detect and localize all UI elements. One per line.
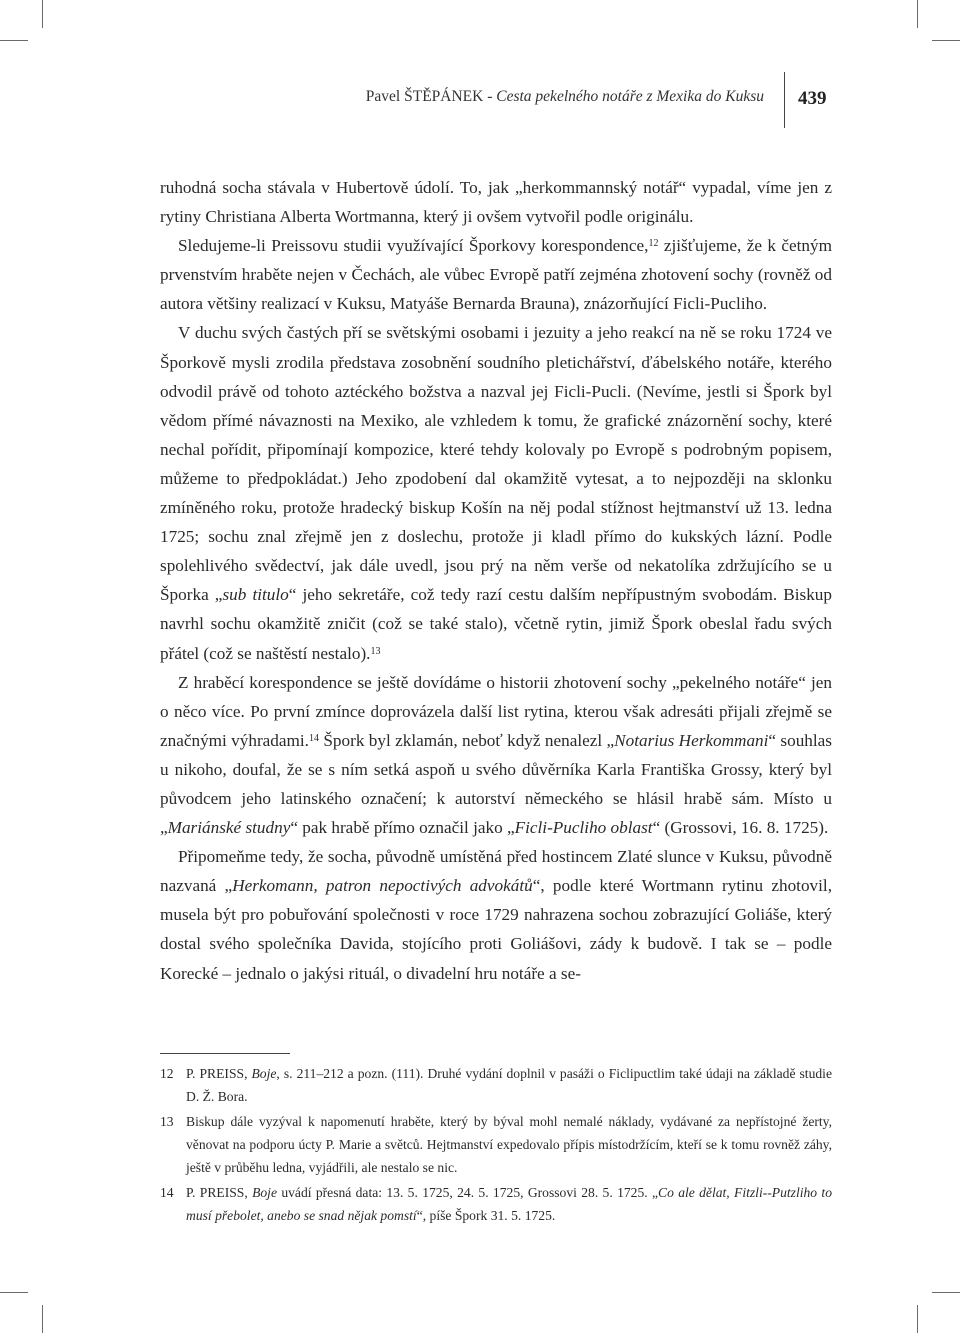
crop-mark-top-left-h xyxy=(0,40,28,41)
paragraph-1: ruhodná socha stávala v Hubertově údolí. To, jak „herkommannský notář“ vypadal, víme jen z rytiny Christiana Alberta Wortmanna, který ji ovšem vytvořil podle originálu. xyxy=(160,178,832,227)
footnote-text: P. PREISS, Boje uvádí přesná data: 13. 5. 1725, 24. 5. 1725, Grossovi 28. 5. 1725. „Co ale dělat, Fitzli--Putzliho to musí přebolet, anebo se snad nějak pomstí“, píše Špork 31. 5. 1725. xyxy=(186,1185,832,1223)
paragraph-4: Z hraběcí korespondence se ještě dovídáme o historii zhotovení sochy „pekelného notáře“ jen o něco více. Po první zmínce doprovázela další list rytina, kterou však adresáti přijali zřejmě se značnými výhradami.$^{14}$ Špork byl zklamán, neboť když nenalezl „Notarius Herkommani“ souhlas u nikoho, doufal, že se s ním setká aspoň u svého důvěrníka Karla Františka Grossy, který byl původcem jeho latinského označení; k autorství německého se hlásil hrabě sám. Místo u „Mariánské studny“ pak hrabě přímo označil jako „Ficli-Pucliho oblast“ (Grossovi, 16. 8. 1725). xyxy=(160,672,832,838)
crop-mark-bottom-left-h xyxy=(0,1292,28,1293)
running-header xyxy=(366,88,764,106)
footnotes xyxy=(160,1062,832,1229)
footnote-text: P. PREISS, Boje, s. 211–212 a pozn. (111). Druhé vydání doplnil v pasáži o Ficlipuctlim také údaji na základě studie D. Ž. Bora. xyxy=(186,1066,832,1104)
footnote-ref-14: 14 xyxy=(308,732,319,744)
crop-mark-top-left-v xyxy=(42,0,43,28)
footnote-12 xyxy=(160,1062,832,1108)
footnote-number: 14 xyxy=(160,1185,174,1200)
footnote-text: Biskup dále vyzýval k napomenutí hraběte, který by býval mohl nemalé náklady, vydávané za nepřístojné žerty, věnovat na podporu úcty P. Marie a světců. Hejtmanství expedovalo přípis místodržícím, kteří se k tomu rovněž záhy, ještě v průběhu ledna, vyjádřili, ale nestalo se nic. xyxy=(186,1114,832,1175)
crop-mark-bottom-right-v xyxy=(917,1305,918,1333)
header-title: Cesta pekelného notáře z Mexika do Kuksu xyxy=(496,88,764,105)
crop-mark-top-right-v xyxy=(917,0,918,28)
crop-mark-bottom-right-h xyxy=(932,1292,960,1293)
paragraph-5: Připomeňme tedy, že socha, původně umístěná před hostincem Zlaté slunce v Kuksu, původně nazvaná „Herkomann, patron nepoctivých advokátů“, podle které Wortmann rytinu zhotovil, musela být pro pobuřování společnosti v roce 1729 nahrazena sochou zobrazující Goliáše, který dostal svého společníka Davida, stojícího proti Goliášovi, zády k budově. I tak se – podle Korecké – jednalo o jakýsi rituál, o divadelní hru notáře a se- xyxy=(160,847,832,983)
paragraph-3: V duchu svých častých pří se světskými osobami i jezuity a jeho reakcí na ně se roku 1724 ve Šporkově mysli zrodila představa zosobnění soudního pletichářství, ďábelského notáře, kterého odvodil právě od tohoto aztéckého božstva a nazval jej Ficli-Pucli. (Nevíme, jestli si Špork byl vědom přímé návaznosti na Mexiko, ale vzhledem k tomu, že grafické znázornění sochy, které nechal pořídit, připomínají kompozice, které tehdy kolovaly po Evropě s podrobným popisem, můžeme to předpokládat.) Jeho zpodobení dal okamžitě vytesat, a to nejpozději na sklonku zmíněného roku, protože hradecký biskup Košín na něj podal stížnost hejtmanství už 13. ledna 1725; sochu znal zřejmě jen z doslechu, protože ji kladl přímo do kukských lázní. Podle spolehlivého svědectví, jak dále uvedl, jsou prý na něm verše od nekatolíka zdržujícího se u Šporka „sub titulo“ jeho sekretáře, což tedy razí cestu dalším nepřípustným svobodám. Biskup navrhl sochu okamžitě zničit (což se také stalo), včetně rytin, jimiž Špork obeslal řadu svých přátel (což se naštěstí nestalo).$^{13}$ xyxy=(160,323,832,663)
footnote-14 xyxy=(160,1181,832,1227)
header-divider xyxy=(784,72,785,128)
paragraph-2: Sledujeme-li Preissovu studii využívající Šporkovy korespondence,$^{12}$ zjišťujeme, že k četným prvenstvím hraběte nejen v Čechách, ale vůbec Evropě patří zejména zhotovení sochy (rovněž od autora většiny realizací v Kuksu, Matyáše Bernarda Brauna), znázorňující Ficli-Pucliho. xyxy=(160,236,832,314)
footnote-13 xyxy=(160,1110,832,1179)
footnote-number: 12 xyxy=(160,1066,174,1081)
header-author: Pavel ŠTĚPÁNEK - xyxy=(365,88,497,105)
page-number: 439 xyxy=(798,88,827,109)
footnote-number: 13 xyxy=(160,1114,174,1129)
footnote-separator xyxy=(160,1053,290,1054)
footnote-ref-12: 12 xyxy=(648,238,659,250)
body-text xyxy=(160,173,832,988)
footnote-ref-13: 13 xyxy=(370,645,381,657)
crop-mark-top-right-h xyxy=(932,40,960,41)
crop-mark-bottom-left-v xyxy=(42,1305,43,1333)
